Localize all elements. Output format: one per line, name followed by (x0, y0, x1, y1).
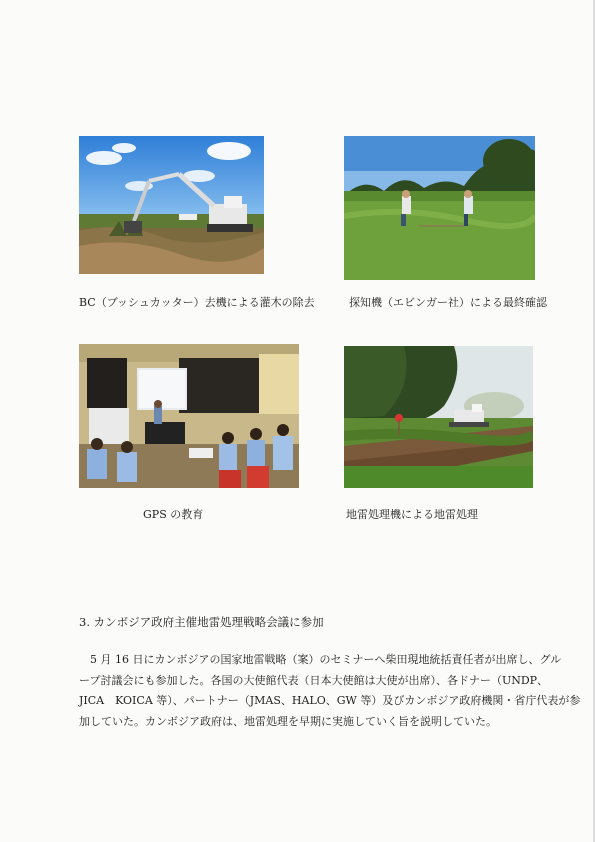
bush-cutter-photo (79, 136, 264, 274)
demining-machine-photo (344, 346, 533, 488)
body-line: 加していた。カンボジア政府は、地雷処理を早期に実施していく旨を説明していた。 (79, 714, 497, 728)
section-heading: 3. カンボジア政府主催地雷処理戦略会議に参加 (79, 615, 324, 629)
section-body (79, 650, 581, 732)
photo-caption-2: 探知機（エビンガー社）による最終確認 (349, 296, 547, 309)
photo-caption-1: BC（ブッシュカッター）去機による灌木の除去 (79, 296, 315, 309)
photo-caption-4: 地雷処理機による地雷処理 (346, 508, 478, 521)
body-line: ープ討議会にも参加した。各国の大使館代表（日本大使館は大使が出席）、各ドナー（UNDP、 (79, 673, 549, 687)
photo-caption-3: GPS の教育 (143, 508, 204, 521)
gps-training-photo (79, 344, 299, 488)
body-line: 5 月 16 日にカンボジアの国家地雷戦略（案）のセミナーへ柴田現地統括責任者が出席し、グル (90, 653, 562, 666)
detector-photo (344, 136, 535, 280)
body-line: JICA KOICA 等）、パートナー（JMAS、HALO、GW 等）及びカンボジア政府機関・省庁代表が参 (79, 694, 581, 707)
